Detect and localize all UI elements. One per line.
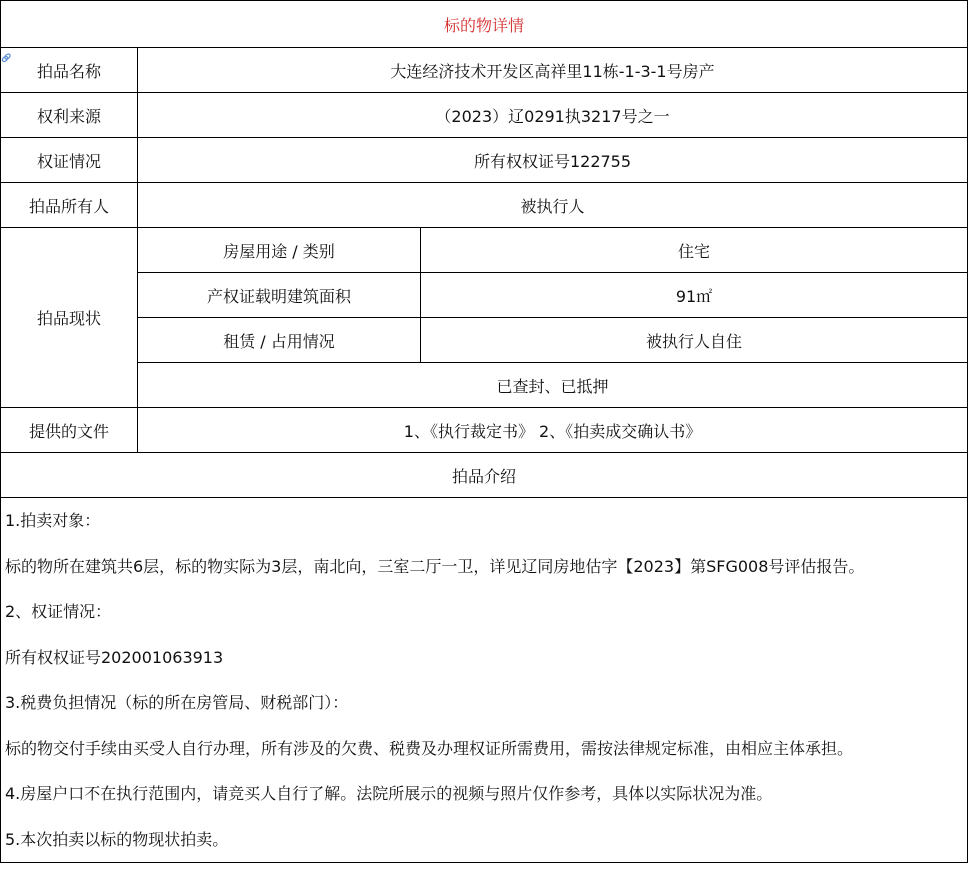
certificate-label: 权证情况 <box>1 138 138 183</box>
occupancy-value: 被执行人自住 <box>421 318 968 363</box>
intro-body <box>1 498 968 863</box>
intro-line: 所有权权证号202001063913 <box>5 647 224 667</box>
item-name-label: 拍品名称 <box>1 48 138 93</box>
row-item-name <box>1 48 968 93</box>
owner-value: 被执行人 <box>138 183 968 228</box>
row-intro-header <box>1 453 968 498</box>
owner-label: 拍品所有人 <box>1 183 138 228</box>
link-icon <box>1 53 11 63</box>
row-rights-source <box>1 93 968 138</box>
usage-label: 房屋用途 / 类别 <box>138 228 421 273</box>
row-owner <box>1 183 968 228</box>
item-name-value: 大连经济技术开发区高祥里11栋-1-3-1号房产 <box>138 48 968 93</box>
row-status-note <box>1 363 968 408</box>
row-status-usage <box>1 228 968 273</box>
intro-line: 标的物所在建筑共6层，标的物实际为3层，南北向，三室二厅一卫，详见辽同房地估字【2023】第SFG008号评估报告。 <box>5 556 865 576</box>
intro-line: 3.税费负担情况（标的所在房管局、财税部门）： <box>5 693 349 712</box>
intro-header: 拍品介绍 <box>1 453 968 498</box>
row-documents <box>1 408 968 453</box>
rights-source-value: （2023）辽0291执3217号之一 <box>138 93 968 138</box>
rights-source-label: 权利来源 <box>1 93 138 138</box>
status-label: 拍品现状 <box>1 228 138 408</box>
intro-line: 2、权证情况： <box>5 602 112 621</box>
row-certificate <box>1 138 968 183</box>
row-intro-body <box>1 498 968 863</box>
usage-value: 住宅 <box>421 228 968 273</box>
row-status-area <box>1 273 968 318</box>
status-note: 已查封、已抵押 <box>138 363 968 408</box>
intro-line: 5.本次拍卖以标的物现状拍卖。 <box>5 829 229 849</box>
intro-line: 标的物交付手续由买受人自行办理，所有涉及的欠费、税费及办理权证所需费用，需按法律规定标准，由相应主体承担。 <box>5 738 854 758</box>
row-status-occupancy <box>1 318 968 363</box>
intro-line: 1.拍卖对象： <box>5 511 101 530</box>
occupancy-label: 租赁 / 占用情况 <box>138 318 421 363</box>
documents-label: 提供的文件 <box>1 408 138 453</box>
intro-line: 4.房屋户口不在执行范围内，请竞买人自行了解。法院所展示的视频与照片仅作参考，具体以实际状况为准。 <box>5 784 773 803</box>
area-label: 产权证载明建筑面积 <box>138 273 421 318</box>
documents-value: 1、《执行裁定书》 2、《拍卖成交确认书》 <box>138 408 968 453</box>
area-value: 91㎡ <box>421 273 968 318</box>
page-title: 标的物详情 <box>1 1 968 48</box>
certificate-value: 所有权权证号122755 <box>138 138 968 183</box>
